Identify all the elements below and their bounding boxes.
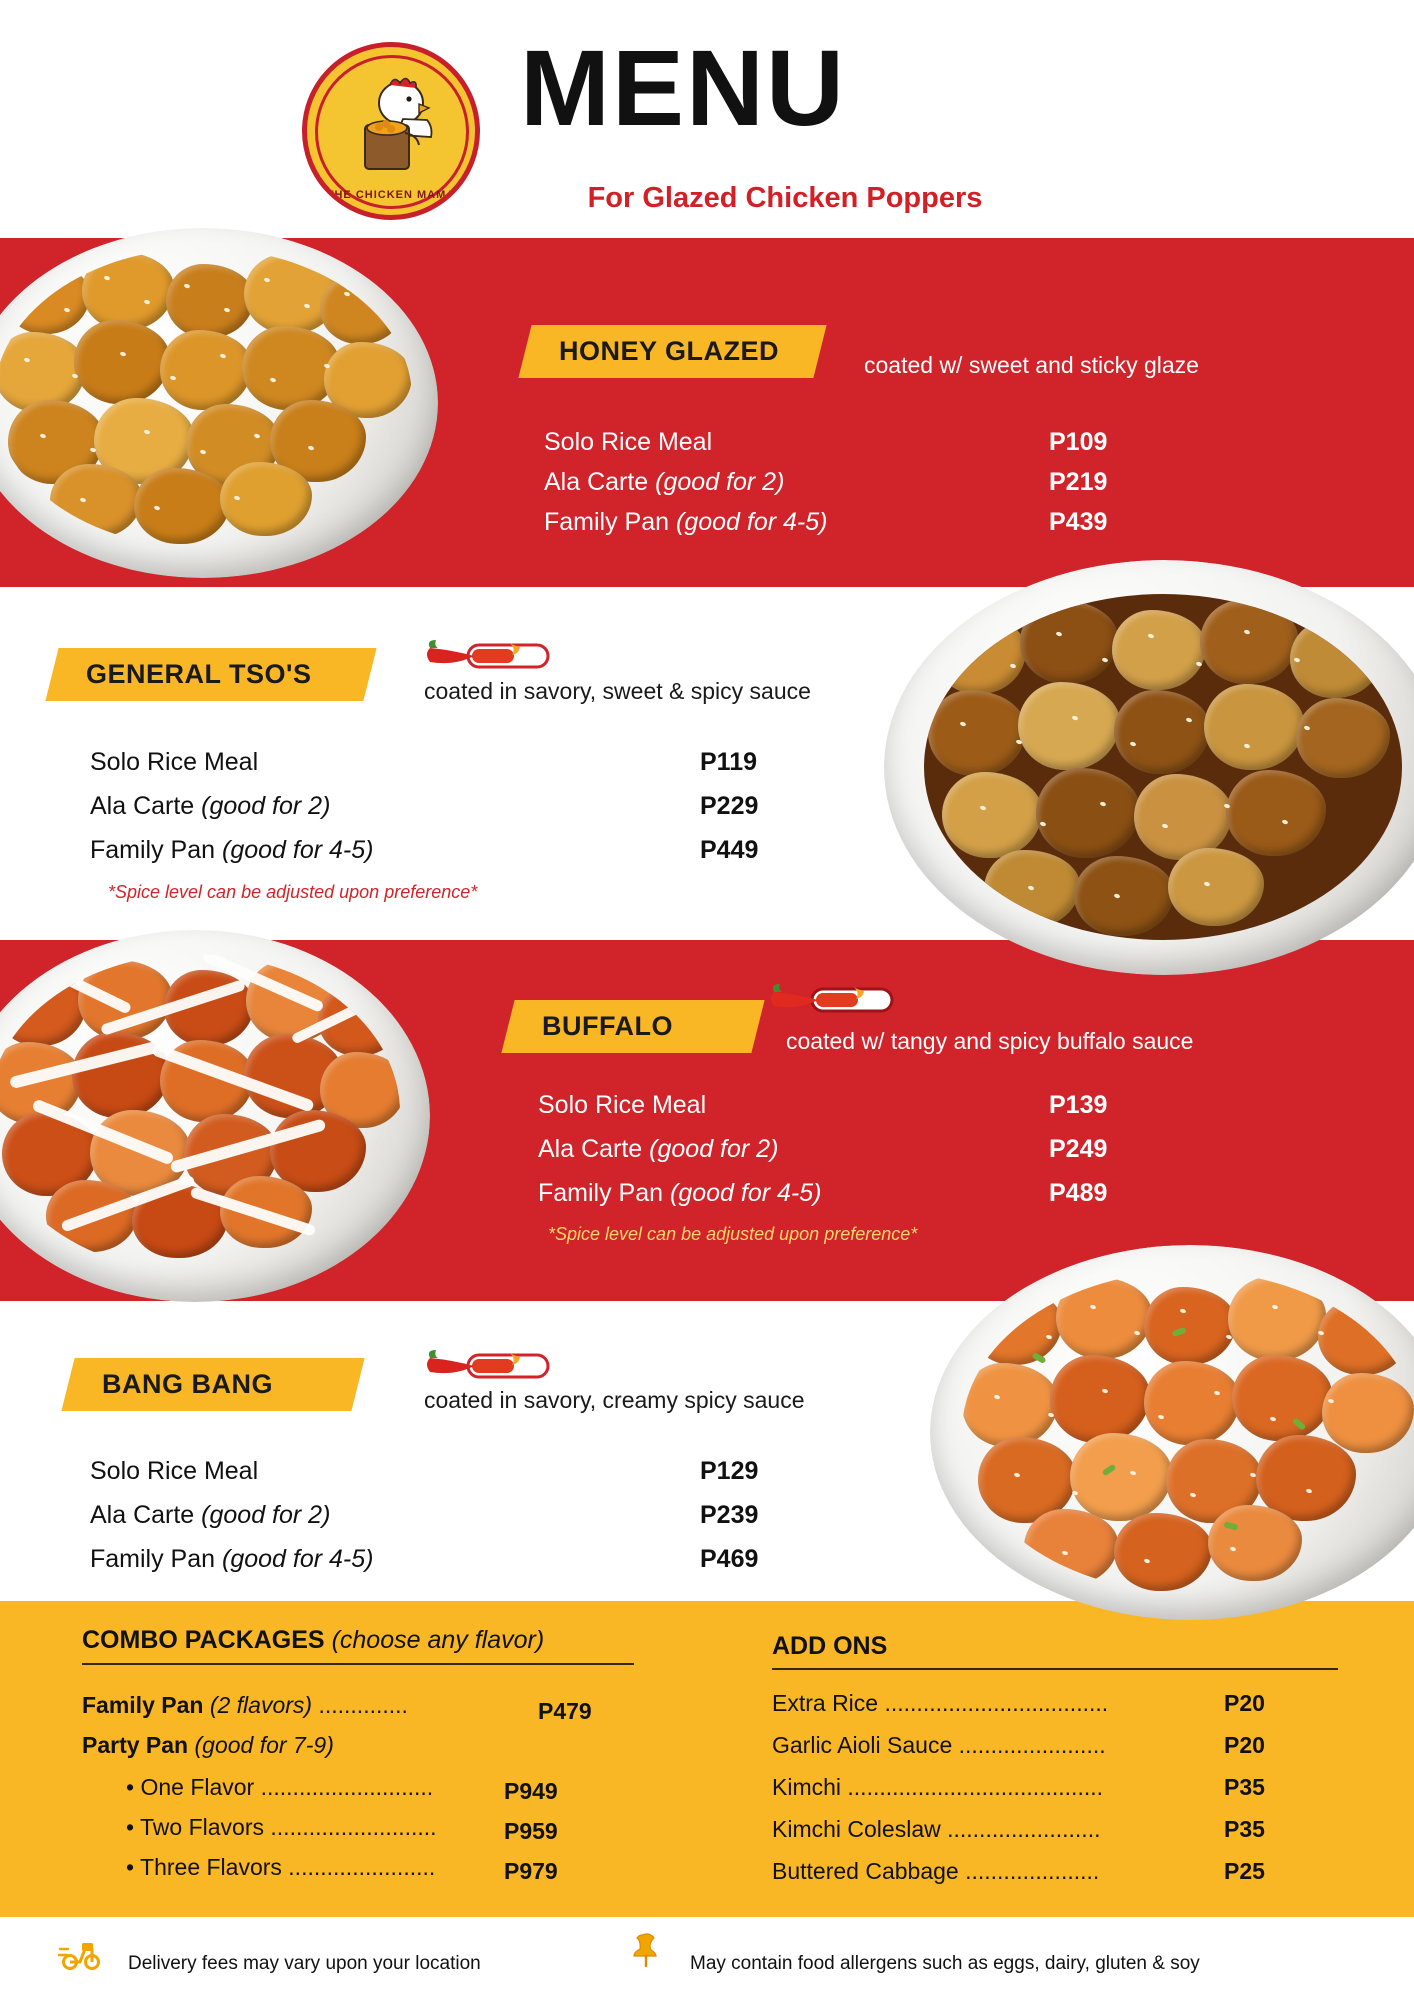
addon-item-label: Kimchi Coleslaw ........................ [772, 1816, 1101, 1842]
menu-item-price: P449 [700, 836, 759, 864]
menu-item-label: Solo Rice Meal [90, 1457, 259, 1485]
menu-item-price: P469 [700, 1545, 759, 1573]
allergen-note: May contain food allergens such as eggs, dairy, gluten & soy [690, 1953, 1200, 1974]
menu-item-label: Solo Rice Meal [90, 748, 259, 776]
pushpin-icon [626, 1932, 670, 1968]
combo-item-label: Family Pan (2 flavors) .............. [82, 1692, 408, 1718]
general-tsos-photo [884, 560, 1414, 975]
menu-item-label: Ala Carte (good for 2) [90, 1501, 331, 1529]
food-pile [924, 594, 1402, 940]
menu-item-price: P439 [1049, 508, 1108, 536]
chicken-mascot-icon [343, 73, 443, 178]
menu-item-price: P109 [1049, 428, 1108, 456]
menu-item-label: Solo Rice Meal [544, 428, 713, 456]
section-description-honey-glazed: coated w/ sweet and sticky glaze [864, 352, 1199, 378]
section-label-general-tsos [45, 648, 376, 701]
combo-item-price: P959 [504, 1818, 558, 1844]
food-pile [962, 1271, 1414, 1593]
menu-item-price: P249 [1049, 1135, 1108, 1163]
menu-item-label: Ala Carte (good for 2) [544, 468, 785, 496]
section-description-bang-bang: coated in savory, creamy spicy sauce [424, 1387, 805, 1413]
combo-divider [82, 1663, 634, 1665]
combo-packages-heading: COMBO PACKAGES (choose any flavor) [82, 1626, 545, 1654]
section-title: GENERAL TSO'S [86, 659, 312, 689]
menu-item-label: Family Pan (good for 4-5) [538, 1179, 822, 1207]
combo-item-price: P949 [504, 1778, 558, 1804]
addon-item-label: Buttered Cabbage ..................... [772, 1858, 1100, 1884]
section-title: HONEY GLAZED [559, 336, 780, 366]
spice-note: *Spice level can be adjusted upon preference* [108, 882, 478, 902]
menu-item-price: P229 [700, 792, 759, 820]
combo-item-label: • Two Flavors .......................... [126, 1814, 437, 1840]
addon-item-label: Extra Rice ................................... [772, 1690, 1109, 1716]
addon-item-price: P35 [1224, 1816, 1265, 1842]
combo-item-label: Party Pan (good for 7-9) [82, 1732, 334, 1758]
addon-item-label: Kimchi ........................................ [772, 1774, 1104, 1800]
combo-item-price: P979 [504, 1858, 558, 1884]
section-description-general-tsos: coated in savory, sweet & spicy sauce [424, 678, 811, 704]
delivery-note: Delivery fees may vary upon your location [128, 1953, 481, 1974]
menu-item-price: P489 [1049, 1179, 1108, 1207]
menu-item-label: Family Pan (good for 4-5) [90, 1545, 374, 1573]
food-pile [0, 954, 400, 1272]
chili-spice-icon [424, 1348, 554, 1384]
logo-text: THE CHICKEN MAMA [326, 189, 456, 201]
section-label-bang-bang [61, 1358, 364, 1411]
food-pile [0, 248, 412, 548]
combo-item-label: • Three Flavors ....................... [126, 1854, 436, 1880]
menu-item-price: P219 [1049, 468, 1108, 496]
combo-item-label: • One Flavor ........................... [126, 1774, 434, 1800]
menu-item-price: P119 [700, 748, 758, 776]
chili-spice-icon [424, 638, 554, 674]
header [0, 0, 1414, 238]
menu-item-price: P139 [1049, 1091, 1108, 1119]
spice-note: *Spice level can be adjusted upon preference* [548, 1224, 918, 1244]
addon-item-price: P20 [1224, 1690, 1265, 1716]
combo-item-price: P479 [538, 1698, 592, 1724]
addons-divider [772, 1668, 1338, 1670]
section-label-buffalo [501, 1000, 764, 1053]
addons-heading: ADD ONS [772, 1632, 888, 1660]
menu-item-price: P129 [700, 1457, 759, 1485]
menu-item-label: Ala Carte (good for 2) [538, 1135, 779, 1163]
section-description-buffalo: coated w/ tangy and spicy buffalo sauce [786, 1028, 1194, 1054]
menu-item-label: Ala Carte (good for 2) [90, 792, 331, 820]
menu-item-price: P239 [700, 1501, 759, 1529]
chili-spice-icon [768, 982, 898, 1018]
addon-item-label: Garlic Aioli Sauce ....................... [772, 1732, 1106, 1758]
menu-item-label: Solo Rice Meal [538, 1091, 707, 1119]
addon-item-price: P20 [1224, 1732, 1265, 1758]
menu-item-label: Family Pan (good for 4-5) [544, 508, 828, 536]
menu-item-label: Family Pan (good for 4-5) [90, 836, 374, 864]
page-subtitle: For Glazed Chicken Poppers [587, 182, 983, 214]
delivery-scooter-icon [58, 1935, 102, 1971]
brand-logo [302, 42, 480, 220]
section-title: BANG BANG [102, 1369, 273, 1399]
section-title: BUFFALO [542, 1011, 673, 1041]
addon-item-price: P35 [1224, 1774, 1265, 1800]
section-label-honey-glazed [518, 325, 826, 378]
addon-item-price: P25 [1224, 1858, 1265, 1884]
page-title: MENU [520, 27, 846, 148]
